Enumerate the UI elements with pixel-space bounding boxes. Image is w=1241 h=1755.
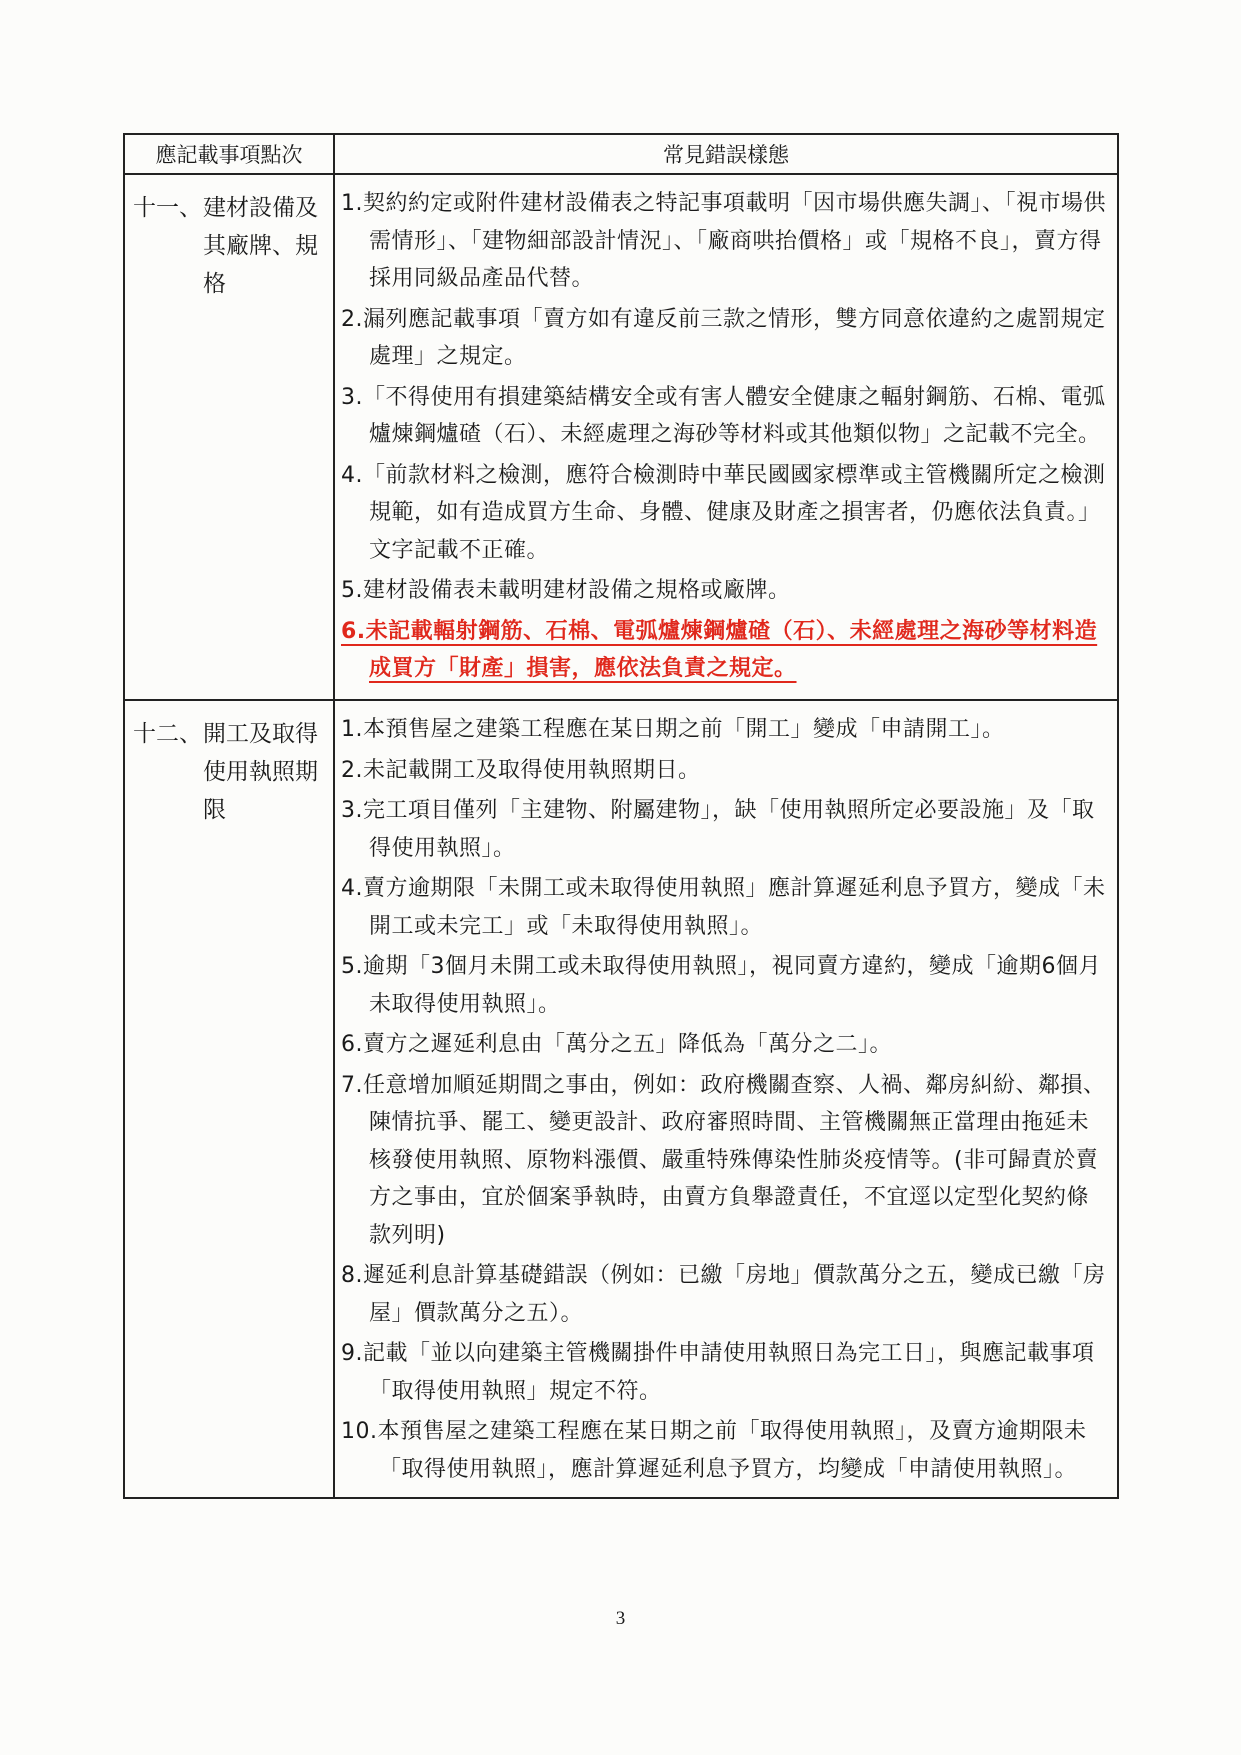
topic-number: 十二、 — [133, 721, 202, 747]
highlighted-list-item — [341, 613, 1111, 688]
list-item: 9.記載「並以向建築主管機關掛件申請使用執照日為完工日」，與應記載事項「取得使用執照」規定不符。 — [341, 1341, 1095, 1404]
list-item: 3.「不得使用有損建築結構安全或有害人體安全健康之輻射鋼筋、石棉、電弧爐煉鋼爐碴（石）、未經處理之海砂等材料或其他類似物」之記載不完全。 — [341, 384, 1106, 447]
errors-cell — [334, 700, 1118, 1498]
list-item: 7.任意增加順延期間之事由，例如：政府機關查察、人禍、鄰房糾紛、鄰損、陳情抗爭、罷工、變更設計、政府審照時間、主管機關無正當理由拖延未核發使用執照、原物料漲價、嚴重特殊傳染性肺炎疫情等。(非可歸責於賣方之事由，宜於個案爭執時，由賣方負舉證責任，不宜逕以定型化契約條款列明) — [341, 1072, 1106, 1248]
topic-cell — [124, 174, 334, 700]
table-row — [124, 700, 1118, 1498]
table-header-row — [124, 134, 1118, 174]
list-item: 3.完工項目僅列「主建物、附屬建物」，缺「使用執照所定必要設施」及「取得使用執照」。 — [341, 798, 1095, 861]
topic-line: 建材設備及 — [203, 195, 318, 221]
list-item: 1.契約約定或附件建材設備表之特記事項載明「因市場供應失調」、「視市場供需情形」、「建物細部設計情況」、「廠商哄抬價格」或「規格不良」，賣方得採用同級品產品代替。 — [341, 191, 1106, 291]
table-row — [124, 174, 1118, 700]
list-item: 2.未記載開工及取得使用執照期日。 — [341, 757, 701, 783]
list-item: 4.「前款材料之檢測，應符合檢測時中華民國國家標準或主管機關所定之檢測規範，如有造成買方生命、身體、健康及財產之損害者，仍應依法負責。」文字記載不正確。 — [341, 462, 1106, 563]
page-number: 3 — [615, 1608, 626, 1629]
regulation-table — [123, 133, 1119, 1499]
errors-cell — [334, 174, 1118, 700]
list-item: 6.賣方之遲延利息由「萬分之五」降低為「萬分之二」。 — [341, 1032, 892, 1057]
list-item: 5.逾期「3個月未開工或未取得使用執照」，視同賣方違約，變成「逾期6個月未取得使用執照」。 — [341, 954, 1101, 1017]
column-header-errors: 常見錯誤樣態 — [334, 134, 1118, 174]
topic-line: 格 — [203, 271, 226, 297]
list-item: 5.建材設備表未載明建材設備之規格或廠牌。 — [341, 578, 791, 603]
highlighted-text: 6.未記載輻射鋼筋、石棉、電弧爐煉鋼爐碴（石）、未經處理之海砂等材料造成買方「財產」損害，應依法負責之規定。 — [341, 618, 1098, 681]
topic-line: 使用執照期 — [203, 759, 318, 785]
topic-number: 十一、 — [133, 195, 202, 221]
topic-line: 限 — [203, 797, 226, 823]
list-item: 10.本預售屋之建築工程應在某日期之前「取得使用執照」，及賣方逾期限未「取得使用執照」，應計算遲延利息予買方，均變成「申請使用執照」。 — [341, 1419, 1087, 1482]
list-item: 2.漏列應記載事項「賣方如有違反前三款之情形，雙方同意依違約之處罰規定處理」之規定。 — [341, 306, 1106, 369]
column-header-item: 應記載事項點次 — [124, 134, 334, 174]
topic-cell — [124, 700, 334, 1498]
list-item: 4.賣方逾期限「未開工或未取得使用執照」應計算遲延利息予買方，變成「未開工或未完工」或「未取得使用執照」。 — [341, 876, 1106, 939]
list-item: 8.遲延利息計算基礎錯誤（例如：已繳「房地」價款萬分之五，變成已繳「房屋」價款萬分之五）。 — [341, 1263, 1106, 1326]
list-item: 1.本預售屋之建築工程應在某日期之前「開工」變成「申請開工」。 — [341, 717, 1005, 742]
topic-line: 其廠牌、規 — [203, 233, 318, 259]
topic-line: 開工及取得 — [203, 721, 318, 747]
